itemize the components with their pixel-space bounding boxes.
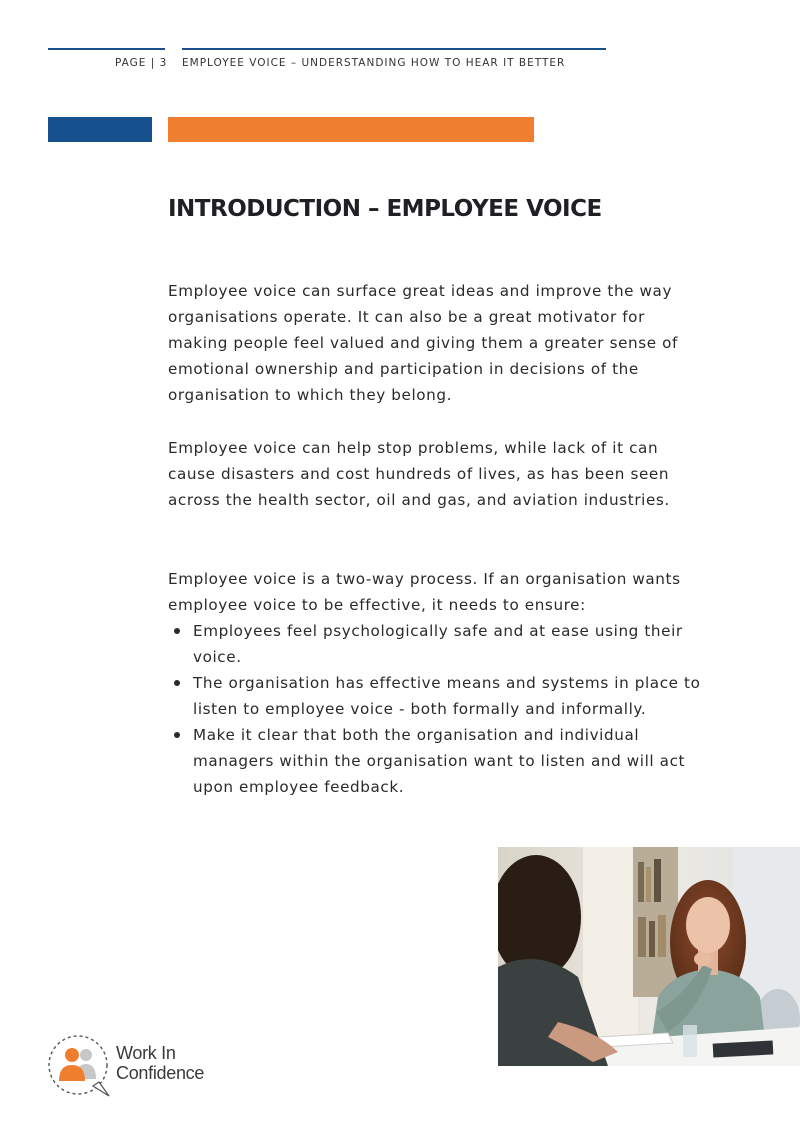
paragraph: Employee voice can surface great ideas and improve the way organisations operate. It can also be a great motivator for making people feel valued and giving them a greater sense of emotional ownership and participation in decisions of the organisation to which they belong.	[168, 282, 678, 404]
people-speech-bubble-icon	[47, 1034, 113, 1098]
logo-wordmark	[116, 1043, 204, 1083]
bullet-icon	[174, 732, 180, 738]
header-rule-left	[48, 48, 165, 50]
list-item-text: The organisation has effective means and systems in place to listen to employee voice - both formally and informally.	[193, 674, 701, 718]
bullet-icon	[174, 628, 180, 634]
accent-bar-blue	[48, 117, 152, 142]
meeting-photo	[498, 847, 800, 1066]
section-title: INTRODUCTION – EMPLOYEE VOICE	[168, 196, 602, 222]
list-item	[193, 722, 713, 800]
list-item-text: Make it clear that both the organisation and individual managers within the organisation want to listen and will act upon employee feedback.	[193, 726, 686, 796]
page-number: PAGE | 3	[115, 57, 168, 69]
paragraph: Employee voice can help stop problems, while lack of it can cause disasters and cost hundreds of lives, as has been seen across the health sector, oil and gas, and aviation industries.	[168, 439, 670, 509]
list-item	[193, 670, 713, 722]
bullet-list	[168, 618, 713, 800]
accent-bar-orange	[168, 117, 534, 142]
logo-line-2: Confidence	[116, 1063, 205, 1083]
header-rule-right	[182, 48, 606, 50]
list-item-text: Employees feel psychologically safe and at ease using their voice.	[193, 622, 683, 666]
list-item	[193, 618, 713, 670]
bullet-icon	[174, 680, 180, 686]
logo-line-1: Work In	[116, 1043, 176, 1063]
paragraph: Employee voice is a two-way process. If an organisation wants employee voice to be effective, it needs to ensure:	[168, 570, 681, 614]
document-title: EMPLOYEE VOICE – UNDERSTANDING HOW TO HEAR IT BETTER	[182, 57, 566, 69]
